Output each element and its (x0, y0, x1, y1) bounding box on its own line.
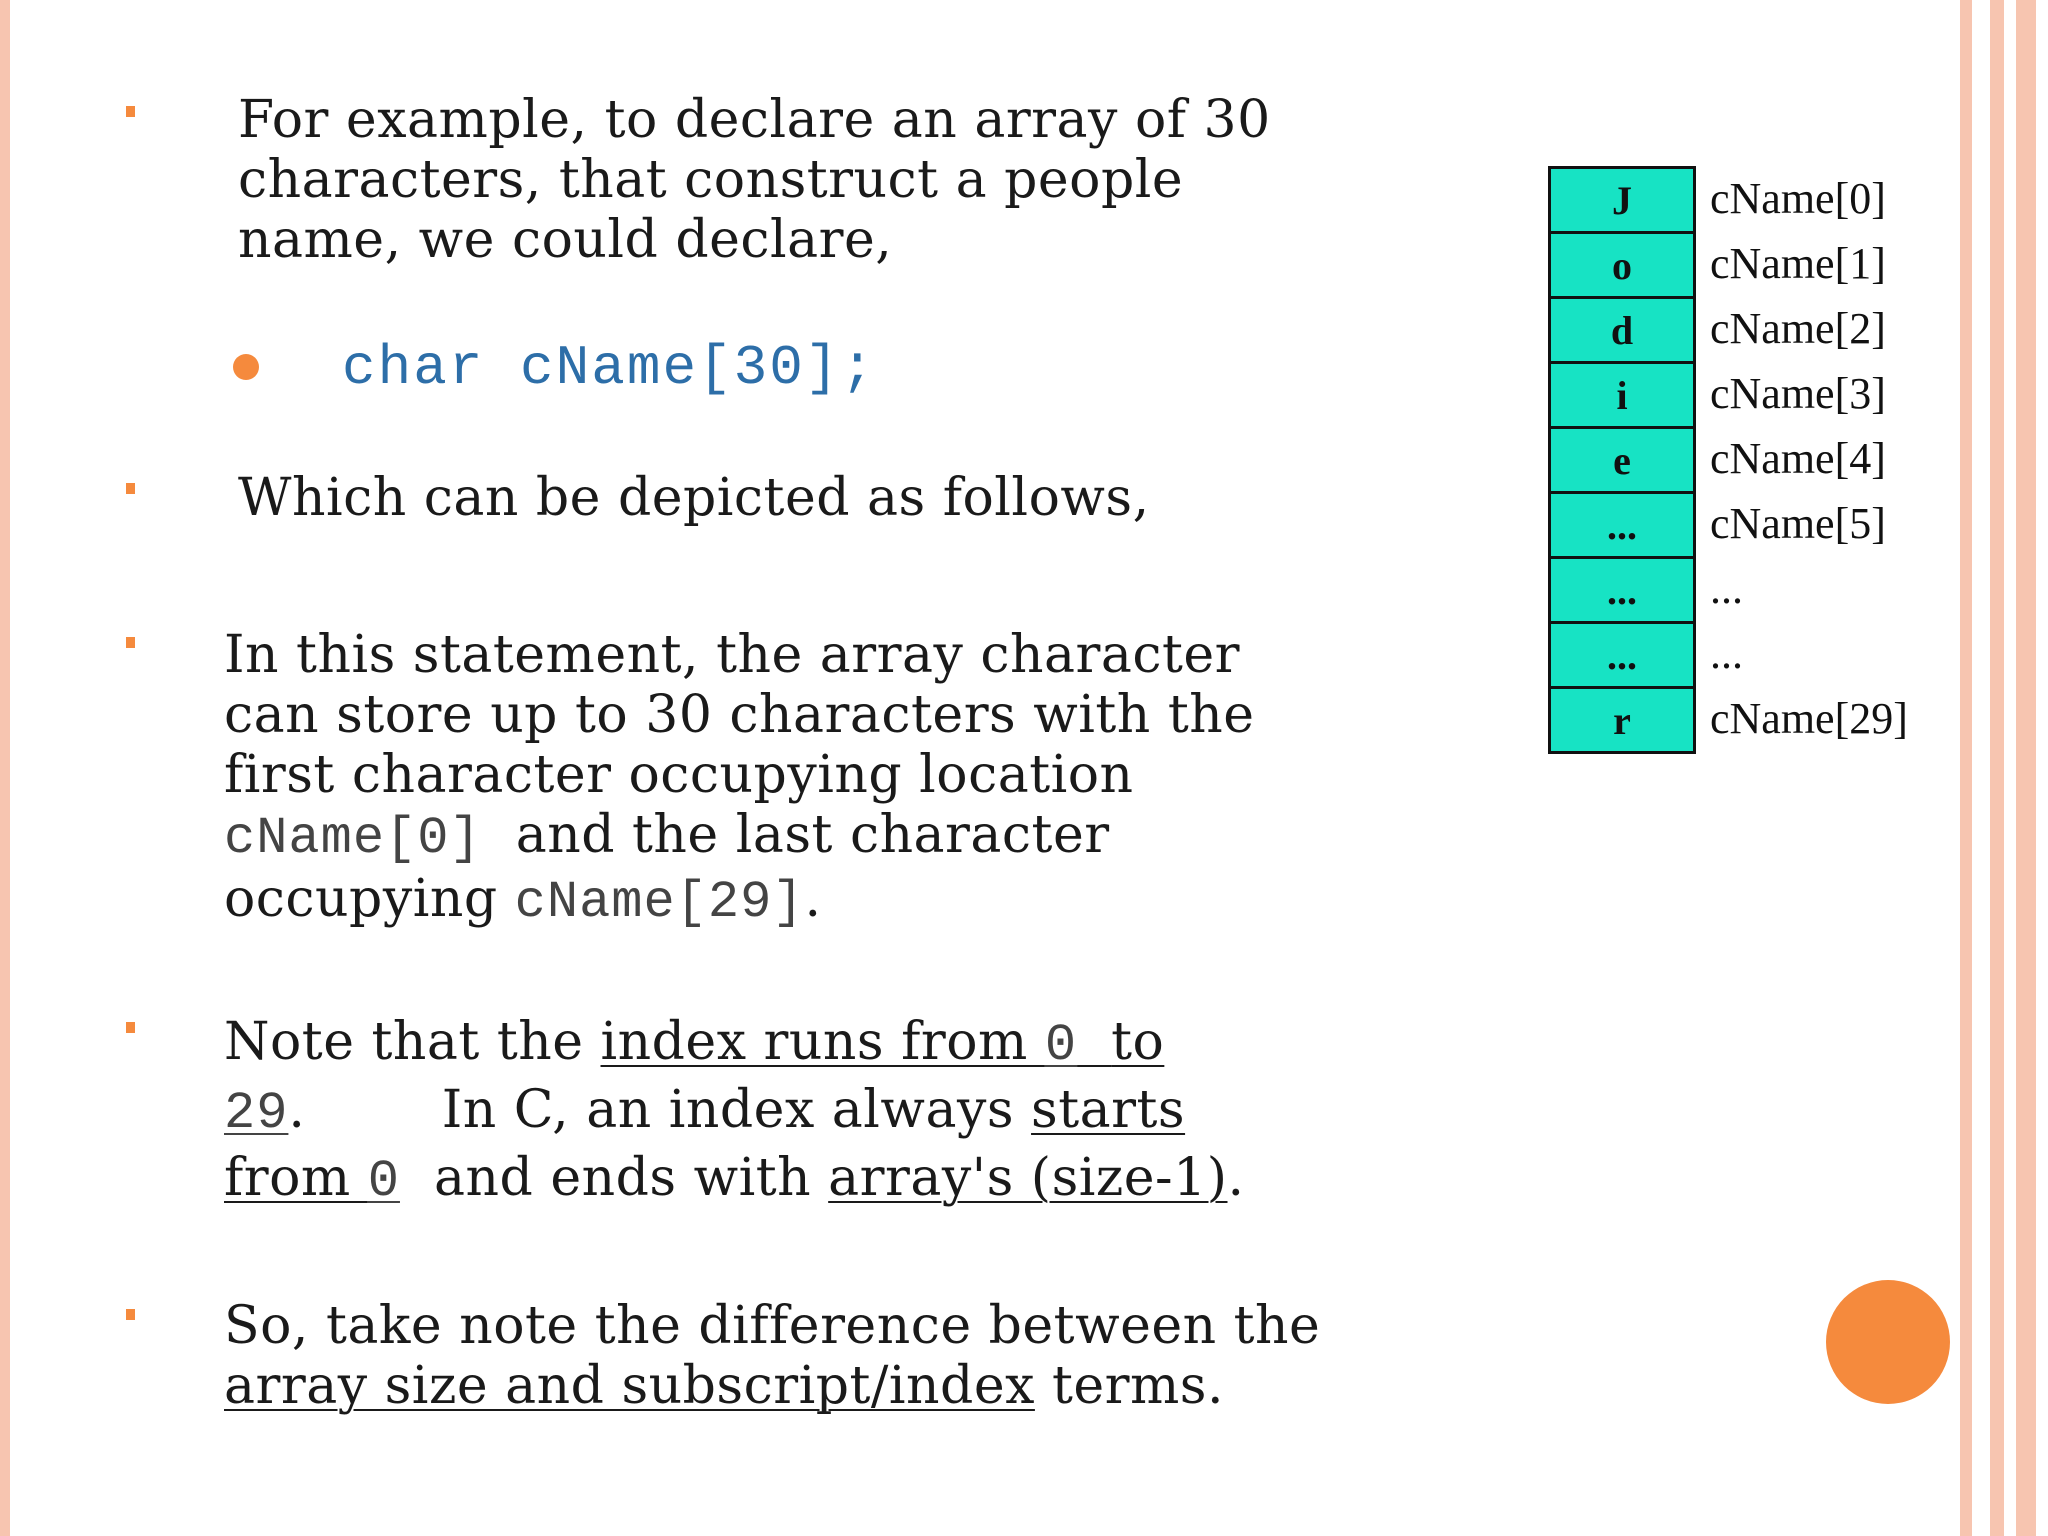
bullet-icon (126, 637, 135, 648)
text-span: and ends with (434, 1148, 829, 1208)
decorative-circle-icon (1826, 1280, 1950, 1404)
array-index-label: cName[5] (1710, 499, 1886, 548)
text-line (224, 1078, 1245, 1146)
inline-code: 29 (224, 1084, 289, 1143)
paragraph-statement (224, 625, 1255, 933)
text-span: Note that the (224, 1012, 601, 1072)
text-line: characters, that construct a people (238, 150, 1184, 210)
text-span: In C, an index always (441, 1080, 1032, 1140)
paragraph-index-note (224, 1010, 1245, 1214)
paragraph-example (238, 90, 1271, 270)
text-line: can store up to 30 characters with the (224, 685, 1255, 745)
underlined-text: from (224, 1148, 368, 1208)
underlined-text: to (1111, 1012, 1165, 1072)
inline-code: 0 (1044, 1016, 1078, 1075)
array-labels (1710, 166, 1908, 751)
array-cell: d (1551, 299, 1693, 364)
frame-stripe-right-1 (1960, 0, 1972, 1536)
array-index-label: ... (1710, 629, 1743, 678)
underlined-text: array size and subscript/index (224, 1356, 1035, 1416)
bullet-icon (126, 483, 135, 494)
inline-code: cName[29] (514, 873, 805, 932)
array-index-label: cName[1] (1710, 239, 1886, 288)
text-line (224, 1010, 1245, 1078)
text-span: and the last character (515, 805, 1110, 865)
array-index-label: cName[3] (1710, 369, 1886, 418)
paragraph-difference (224, 1296, 1320, 1416)
array-cell: ... (1551, 494, 1693, 559)
bullet-icon (126, 106, 135, 117)
array-cells (1548, 166, 1696, 754)
dot-bullet-icon (233, 354, 259, 380)
array-cell: ... (1551, 559, 1693, 624)
bullet-icon (126, 1309, 135, 1320)
text-span: . (288, 1080, 306, 1140)
underlined-text: starts (1031, 1080, 1186, 1140)
code-declaration: char cName[30]; (342, 336, 877, 400)
text-span: . (1227, 1148, 1245, 1208)
array-cell: o (1551, 234, 1693, 299)
array-cell: J (1551, 169, 1693, 234)
array-cell: r (1613, 697, 1631, 743)
array-index-label: ... (1710, 564, 1743, 613)
text-line (224, 1146, 1245, 1214)
array-cell: ... (1551, 624, 1693, 689)
text-line: first character occupying location (224, 745, 1134, 805)
bullet-icon (126, 1022, 135, 1033)
inline-code: 0 (367, 1152, 400, 1211)
underlined-text: index runs from (600, 1012, 1045, 1072)
text-line (224, 1356, 1320, 1416)
underlined-text: array's (size-1) (828, 1148, 1228, 1208)
array-cell: e (1551, 429, 1693, 494)
paragraph-depicted: Which can be depicted as follows, (238, 468, 1150, 528)
frame-stripe-right-3 (2016, 0, 2036, 1536)
text-line: For example, to declare an array of 30 (238, 90, 1271, 150)
text-span: . (804, 869, 822, 929)
text-span: terms. (1034, 1356, 1225, 1416)
inline-code: cName[0] (224, 809, 482, 868)
text-line: So, take note the difference between the (224, 1296, 1321, 1356)
array-index-label: cName[0] (1710, 174, 1886, 223)
frame-stripe-right-2 (1990, 0, 2004, 1536)
array-index-label: cName[2] (1710, 304, 1886, 353)
text-line (224, 869, 1255, 933)
text-line: In this statement, the array character (224, 625, 1241, 685)
text-line (224, 805, 1255, 869)
array-cell: i (1551, 364, 1693, 429)
text-span: occupying (224, 869, 498, 929)
text-line: name, we could declare, (238, 210, 893, 270)
array-index-label: cName[29] (1710, 694, 1908, 743)
frame-stripe-left (0, 0, 10, 1536)
array-index-label: cName[4] (1710, 434, 1886, 483)
